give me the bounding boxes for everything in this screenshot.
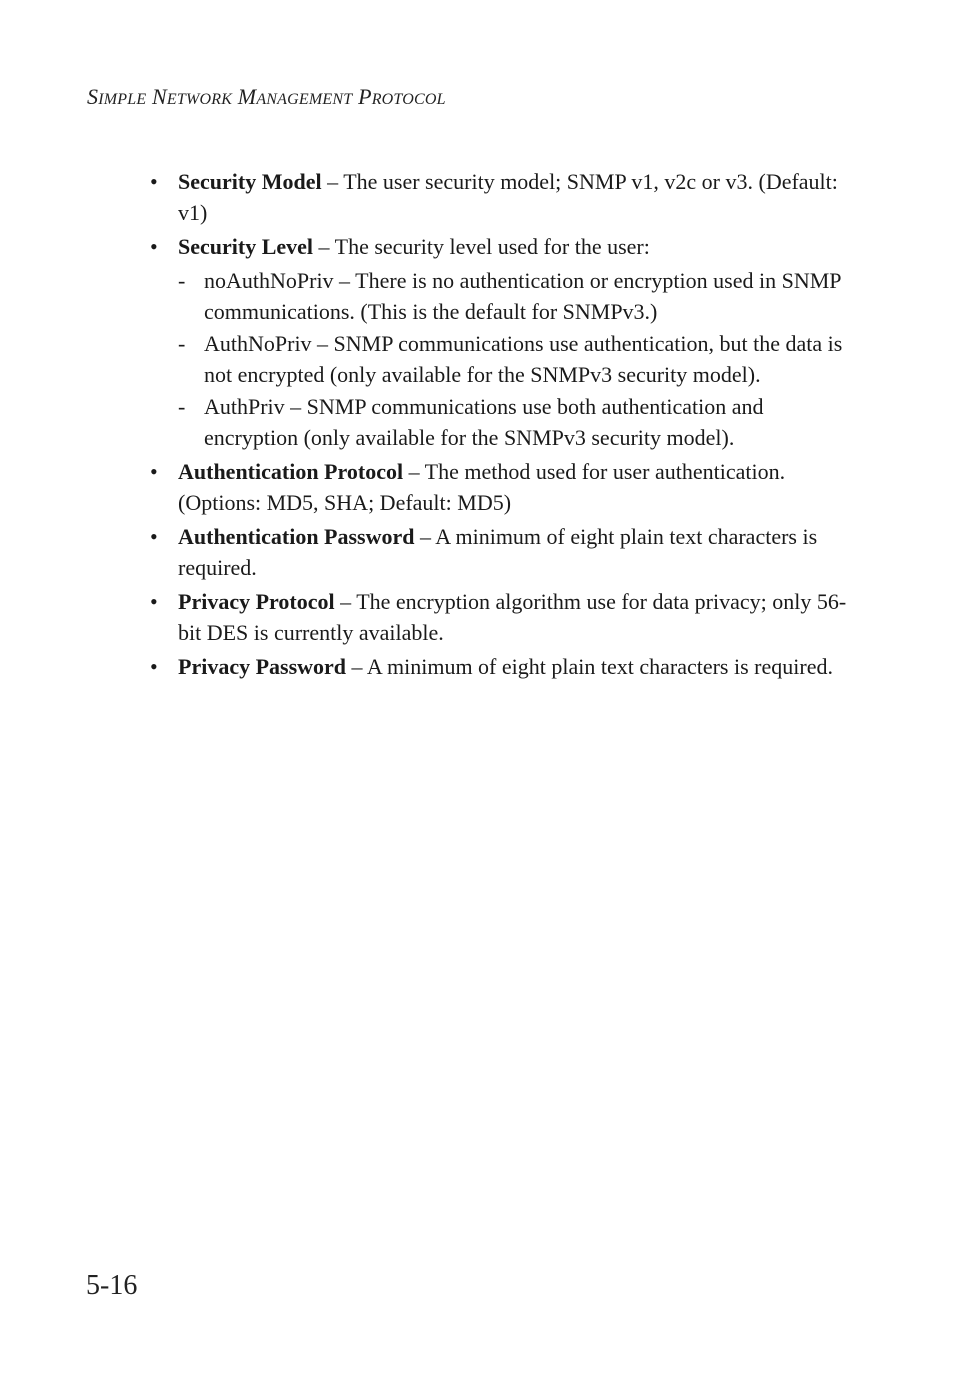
dash-icon: - <box>178 331 186 356</box>
item-term: Privacy Password <box>178 654 347 679</box>
sub-item-text: AuthPriv – SNMP communications use both authentication and encryption (only available for the SNMPv3 security model). <box>204 394 764 450</box>
bullet-icon: • <box>150 234 158 259</box>
item-term: Security Level <box>178 234 314 259</box>
list-item-authentication-password <box>150 521 850 583</box>
list-item-security-model <box>150 166 850 228</box>
sub-item-text: noAuthNoPriv – There is no authentication or encryption used in SNMP communications. (This is the default for SNMPv3.) <box>204 268 841 324</box>
item-term: Authentication Protocol <box>178 459 404 484</box>
list-item-authentication-protocol <box>150 456 850 518</box>
dash-icon: - <box>178 394 186 419</box>
item-description: – The method used for user authentication. (Options: MD5, SHA; Default: MD5) <box>178 459 786 515</box>
item-description: – The security level used for the user: <box>313 234 650 259</box>
item-term: Privacy Protocol <box>178 589 335 614</box>
bullet-icon: • <box>150 589 158 614</box>
page-number: 5-16 <box>86 1270 138 1301</box>
parameter-list <box>150 166 850 685</box>
bullet-icon: • <box>150 524 158 549</box>
sub-list-item <box>178 328 850 390</box>
list-item-security-level <box>150 231 850 453</box>
item-description: – A minimum of eight plain text characters is required. <box>178 524 818 580</box>
bullet-icon: • <box>150 459 158 484</box>
header-word: MANAGEMENT <box>237 84 353 109</box>
bullet-icon: • <box>150 169 158 194</box>
security-level-options <box>178 265 850 453</box>
bullet-icon: • <box>150 654 158 679</box>
header-word: SIMPLE <box>87 84 147 109</box>
header-word: PROTOCOL <box>358 84 446 109</box>
item-description: – A minimum of eight plain text characters is required. <box>346 654 833 679</box>
header-word: NETWORK <box>152 84 233 109</box>
running-header <box>87 84 446 110</box>
list-item-privacy-password <box>150 651 850 682</box>
item-description: – The encryption algorithm use for data privacy; only 56-bit DES is currently available. <box>178 589 847 645</box>
list-item-privacy-protocol <box>150 586 850 648</box>
item-term: Security Model <box>178 169 322 194</box>
item-description: – The user security model; SNMP v1, v2c or v3. (Default: v1) <box>178 169 838 225</box>
sub-item-text: AuthNoPriv – SNMP communications use authentication, but the data is not encrypted (only available for the SNMPv3 security model). <box>204 331 843 387</box>
sub-list-item <box>178 265 850 327</box>
item-term: Authentication Password <box>178 524 415 549</box>
sub-list-item <box>178 391 850 453</box>
dash-icon: - <box>178 268 186 293</box>
